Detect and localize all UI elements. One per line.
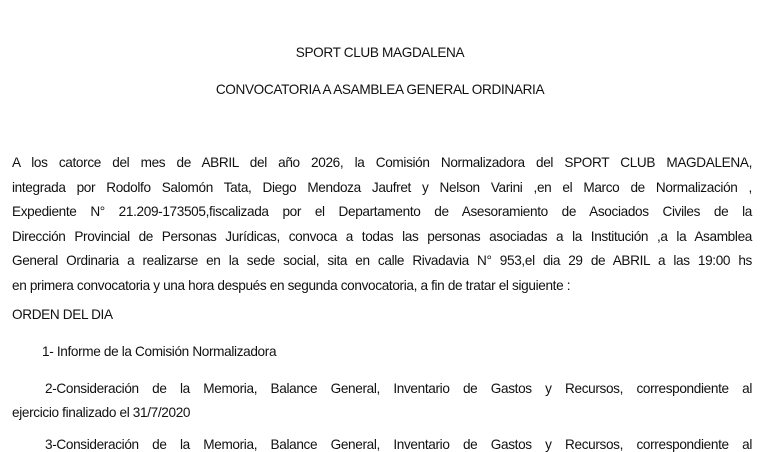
agenda-item-2-continuation: ejercicio finalizado el 31/7/2020 bbox=[12, 405, 191, 420]
club-name-heading: SPORT CLUB MAGDALENA bbox=[295, 45, 465, 60]
agenda-item-3: 3-Consideración de la Memoria, Balance General, Inventario de Gastos y Recursos, correspondiente al bbox=[45, 437, 752, 452]
paragraph-line: integrada por Rodolfo Salomón Tata, Diego Mendoza Jaufret y Nelson Varini ,en el Marco de Normalización , bbox=[12, 180, 752, 195]
agenda-item-1: 1- Informe de la Comisión Normalizadora bbox=[42, 344, 277, 359]
paragraph-line: A los catorce del mes de ABRIL del año 2026, la Comisión Normalizadora del SPORT CLUB MAGDALENA, bbox=[12, 155, 752, 170]
document-title: CONVOCATORIA A ASAMBLEA GENERAL ORDINARIA bbox=[215, 82, 545, 97]
agenda-item-2: 2-Consideración de la Memoria, Balance General, Inventario de Gastos y Recursos, correspondiente al bbox=[45, 381, 752, 396]
agenda-heading: ORDEN DEL DIA bbox=[12, 307, 113, 322]
paragraph-line: Expediente N° 21.209-173505,fiscalizada por el Departamento de Asesoramiento de Asociados Civiles de la bbox=[12, 204, 752, 219]
paragraph-line: en primera convocatoria y una hora después en segunda convocatoria, a fin de tratar el siguiente : bbox=[12, 278, 571, 293]
paragraph-line: Dirección Provincial de Personas Jurídicas, convoca a todas las personas asociadas a la Institución ,a la Asamblea bbox=[12, 229, 752, 244]
paragraph-line: General Ordinaria a realizarse en la sede social, sita en calle Rivadavia N° 953,el dia 29 de ABRIL a las 19:00 hs bbox=[12, 253, 752, 268]
